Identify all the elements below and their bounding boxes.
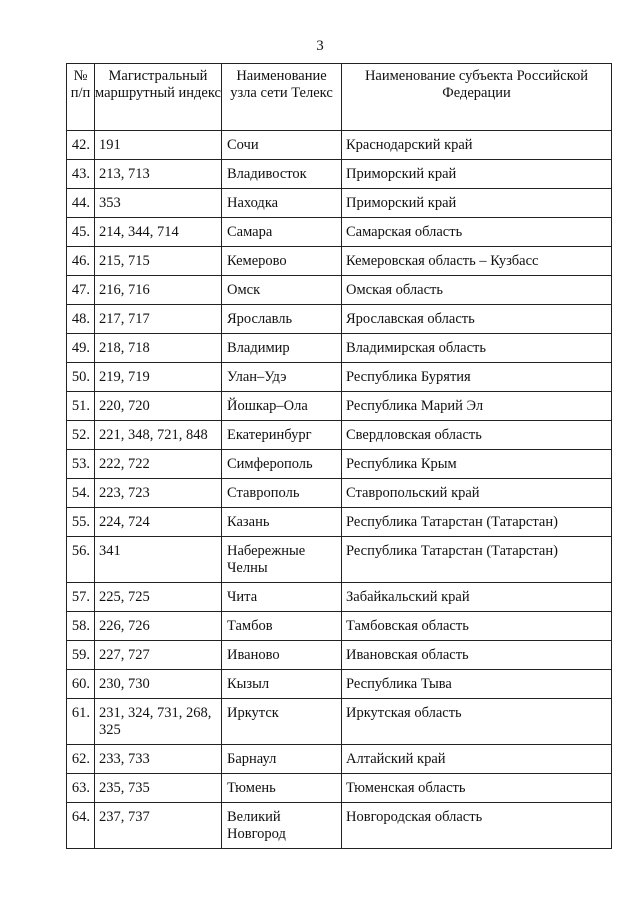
cell-node: Ярославль [222,305,342,334]
cell-subject: Приморский край [342,189,612,218]
cell-subject: Республика Татарстан (Татарстан) [342,508,612,537]
cell-index: 218, 718 [95,334,222,363]
cell-num: 59. [67,641,95,670]
cell-node: Омск [222,276,342,305]
cell-subject: Ставропольский край [342,479,612,508]
cell-num: 58. [67,612,95,641]
cell-num: 53. [67,450,95,479]
table-row [67,305,612,334]
table-row [67,189,612,218]
cell-num: 42. [67,131,95,160]
table-row [67,699,612,745]
cell-subject: Республика Марий Эл [342,392,612,421]
cell-node: Казань [222,508,342,537]
cell-subject: Алтайский край [342,745,612,774]
cell-num: 62. [67,745,95,774]
cell-num: 54. [67,479,95,508]
cell-subject: Краснодарский край [342,131,612,160]
cell-node: Кемерово [222,247,342,276]
cell-subject: Забайкальский край [342,583,612,612]
table-row [67,276,612,305]
cell-index: 213, 713 [95,160,222,189]
table-row [67,392,612,421]
table-row [67,479,612,508]
cell-index: 237, 737 [95,803,222,849]
cell-node: Тюмень [222,774,342,803]
cell-node: Улан–Удэ [222,363,342,392]
cell-subject: Республика Татарстан (Татарстан) [342,537,612,583]
table-row [67,160,612,189]
cell-index: 230, 730 [95,670,222,699]
cell-subject: Свердловская область [342,421,612,450]
cell-subject: Иркутская область [342,699,612,745]
cell-index: 231, 324, 731, 268, 325 [95,699,222,745]
cell-index: 235, 735 [95,774,222,803]
cell-num: 56. [67,537,95,583]
cell-subject: Республика Крым [342,450,612,479]
cell-node: Сочи [222,131,342,160]
cell-node: Иркутск [222,699,342,745]
cell-index: 233, 733 [95,745,222,774]
table-row [67,131,612,160]
cell-node: Кызыл [222,670,342,699]
cell-index: 214, 344, 714 [95,218,222,247]
table-row [67,218,612,247]
table-row [67,247,612,276]
table-row [67,421,612,450]
cell-subject: Тамбовская область [342,612,612,641]
table-row [67,641,612,670]
cell-node: Барнаул [222,745,342,774]
cell-index: 227, 727 [95,641,222,670]
cell-node: Великий Новгород [222,803,342,849]
cell-num: 50. [67,363,95,392]
cell-num: 47. [67,276,95,305]
cell-node: Владимир [222,334,342,363]
cell-num: 48. [67,305,95,334]
cell-subject: Самарская область [342,218,612,247]
cell-subject: Владимирская область [342,334,612,363]
cell-node: Екатеринбург [222,421,342,450]
cell-index: 225, 725 [95,583,222,612]
cell-index: 223, 723 [95,479,222,508]
table-row [67,670,612,699]
cell-index: 222, 722 [95,450,222,479]
cell-subject: Омская область [342,276,612,305]
cell-index: 217, 717 [95,305,222,334]
header-num: № п/п [67,64,95,131]
cell-num: 45. [67,218,95,247]
cell-index: 353 [95,189,222,218]
cell-index: 216, 716 [95,276,222,305]
cell-num: 49. [67,334,95,363]
cell-num: 52. [67,421,95,450]
cell-node: Симферополь [222,450,342,479]
cell-subject: Ивановская область [342,641,612,670]
table-header-row [67,64,612,131]
cell-subject: Республика Тыва [342,670,612,699]
table-row [67,363,612,392]
table-row [67,537,612,583]
telex-nodes-table [66,63,612,849]
cell-node: Чита [222,583,342,612]
table-row [67,745,612,774]
header-index: Магистральный маршрутный индекс [95,64,222,131]
table-row [67,612,612,641]
cell-num: 63. [67,774,95,803]
cell-subject: Тюменская область [342,774,612,803]
cell-node: Самара [222,218,342,247]
table-row [67,774,612,803]
cell-subject: Новгородская область [342,803,612,849]
cell-index: 220, 720 [95,392,222,421]
cell-index: 219, 719 [95,363,222,392]
cell-node: Находка [222,189,342,218]
cell-node: Йошкар–Ола [222,392,342,421]
cell-num: 64. [67,803,95,849]
cell-subject: Республика Бурятия [342,363,612,392]
cell-index: 215, 715 [95,247,222,276]
cell-num: 43. [67,160,95,189]
table-row [67,508,612,537]
cell-index: 224, 724 [95,508,222,537]
cell-index: 221, 348, 721, 848 [95,421,222,450]
cell-node: Иваново [222,641,342,670]
header-node: Наименование узла сети Телекс [222,64,342,131]
table-row [67,803,612,849]
cell-node: Ставрополь [222,479,342,508]
page-number: 3 [316,38,324,54]
cell-index: 226, 726 [95,612,222,641]
cell-subject: Кемеровская область – Кузбасс [342,247,612,276]
cell-subject: Приморский край [342,160,612,189]
cell-num: 51. [67,392,95,421]
cell-num: 55. [67,508,95,537]
header-subject: Наименование субъекта Российской Федерации [342,64,612,131]
table-row [67,450,612,479]
cell-index: 191 [95,131,222,160]
cell-subject: Ярославская область [342,305,612,334]
cell-node: Набережные Челны [222,537,342,583]
table-row [67,583,612,612]
cell-num: 61. [67,699,95,745]
cell-node: Владивосток [222,160,342,189]
cell-num: 60. [67,670,95,699]
cell-num: 46. [67,247,95,276]
cell-num: 57. [67,583,95,612]
cell-node: Тамбов [222,612,342,641]
cell-index: 341 [95,537,222,583]
cell-num: 44. [67,189,95,218]
table-row [67,334,612,363]
